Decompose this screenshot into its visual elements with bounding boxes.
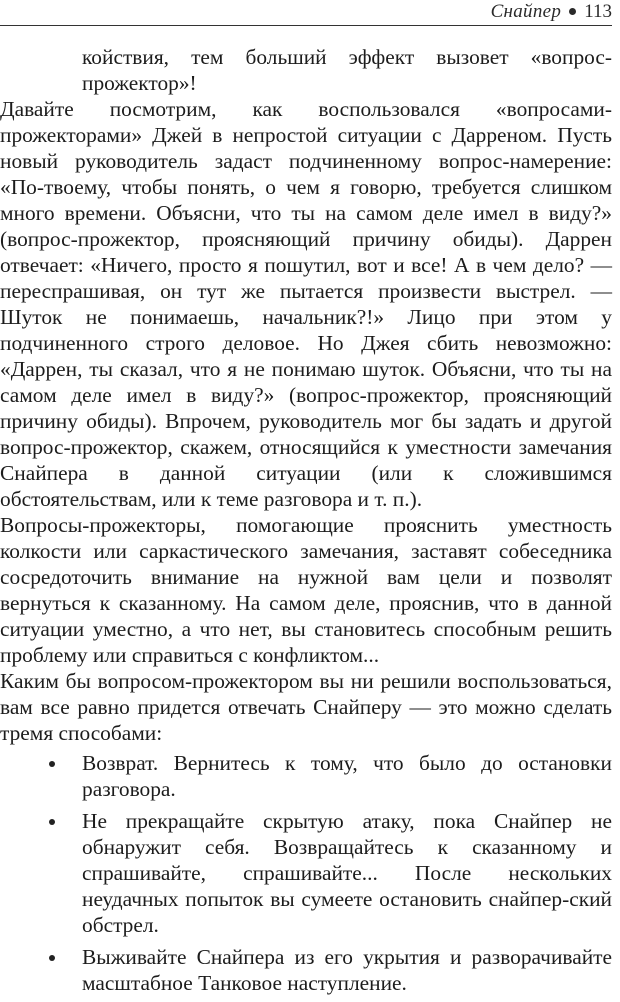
page-number: 113 — [584, 1, 612, 22]
bullet-text: Возврат. Вернитесь к тому, что было до остановки разговора. — [82, 751, 612, 801]
bullet-icon — [49, 819, 55, 825]
running-header — [0, 0, 612, 24]
bullet-text: Выживайте Снайпера из его укрытия и разворачивайте масштабное Танковое наступление. — [82, 945, 612, 995]
running-title: Снайпер — [490, 1, 562, 22]
header-rule — [0, 25, 612, 26]
bullet-item — [0, 808, 612, 938]
paragraph: Каким бы вопросом-прожектором вы ни решили воспользоваться, вам все равно придется отвечать Снайперу — это можно сделать тремя способами: — [0, 669, 612, 745]
body-text — [0, 44, 612, 1002]
paragraph: Давайте посмотрим, как воспользовался «вопросами-прожекторами» Джей в непростой ситуации с Дарреном. Пусть новый руководитель задаст подчиненному вопрос-намерение: «По-твоему, чтобы понять, о чем я говорю, требуется слишком много времени. Объясни, что ты на самом деле имел в виду?» (вопрос-прожектор, проясняющий причину обиды). Даррен отвечает: «Ничего, просто я пошутил, вот и все! А в чем дело? — переспрашивая, он тут же пытается произвести выстрел. — Шуток не понимаешь, начальник?!» Лицо при этом у подчиненного строго деловое. Но Джея сбить невозможно: «Даррен, ты сказал, что я не понимаю шуток. Объясни, что ты на самом деле имел в виду?» (вопрос-прожектор, проясняющий причину обиды). Впрочем, руководитель мог бы задать и другой вопрос-прожектор, скажем, относящийся к уместности замечания Снайпера в данной ситуации (или к сложившимся обстоятельствам, или к теме разговора и т. п.). — [0, 97, 612, 511]
bullet-icon — [49, 955, 55, 961]
bullet-item — [0, 750, 612, 802]
bullet-item — [0, 944, 612, 996]
bullet-separator-icon — [569, 8, 576, 15]
paragraph: Вопросы-прожекторы, помогающие прояснить уместность колкости или саркастического замечания, заставят собеседника сосредоточить внимание на нужной вам цели и позволят вернуться к сказанному. На самом деле, прояснив, что в данной ситуации уместно, а что нет, вы становитесь способным решить проблему или справиться с конфликтом... — [0, 513, 612, 667]
bullet-icon — [49, 761, 55, 767]
continuation-paragraph: койствия, тем больший эффект вызовет «вопрос-прожектор»! — [82, 45, 612, 95]
bullet-text: Не прекращайте скрытую атаку, пока Снайпер не обнаружит себя. Возвращайтесь к сказанному и спрашивайте, спрашивайте... После нескольких неудачных попыток вы сумеете остановить снайпер-ский обстрел. — [82, 809, 612, 937]
bullet-list — [0, 750, 612, 996]
